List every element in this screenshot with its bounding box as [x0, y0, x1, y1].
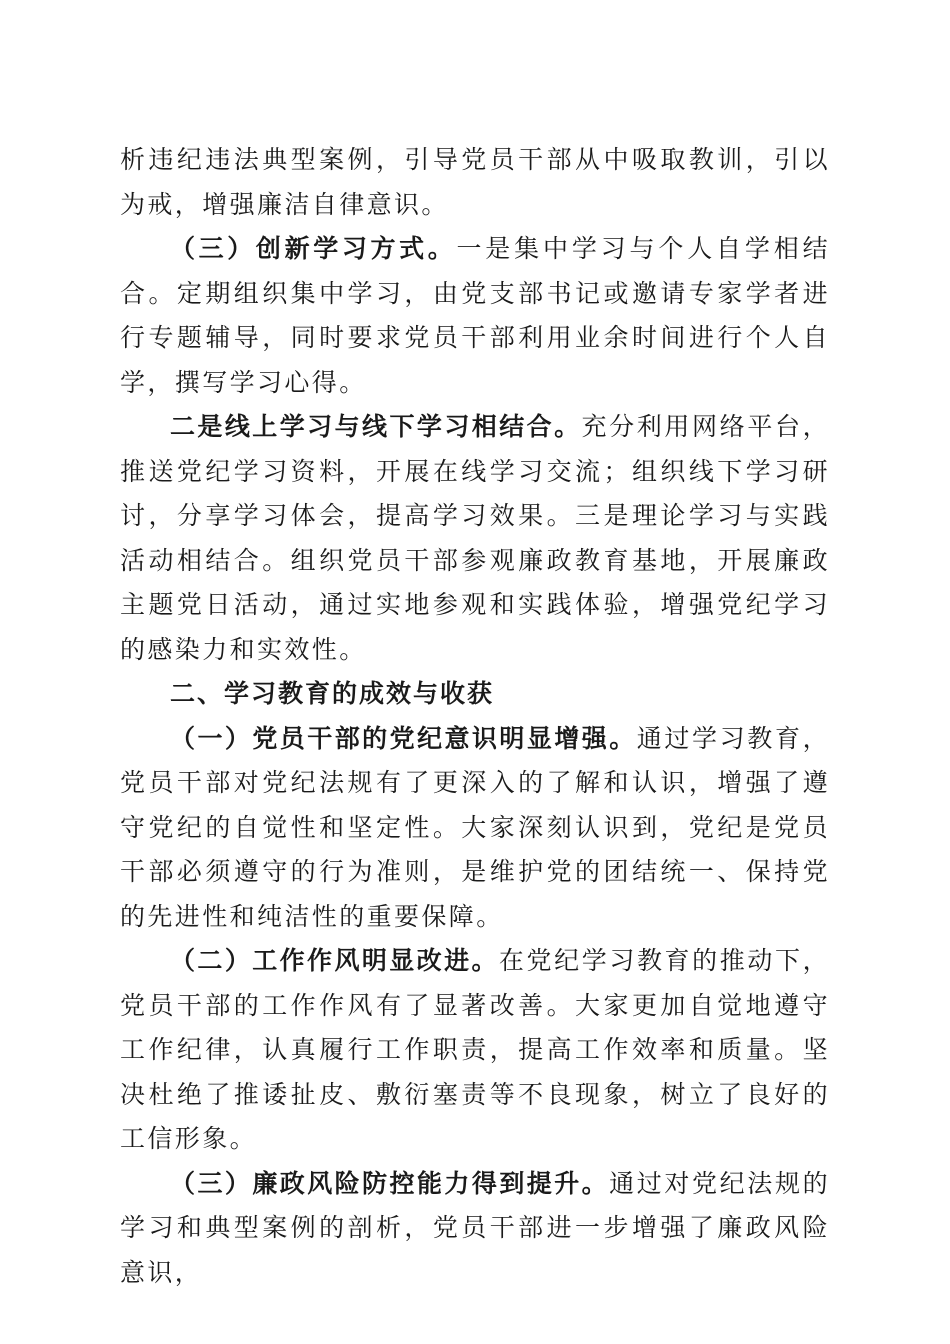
paragraph-text: 在党纪学习教育的推动下，党员干部的工作作风有了显著改善。大家更加自觉地遵守工作纪律，认真履行工作职责，提高工作效率和质量。坚决杜绝了推诿扯皮、敷衍塞责等不良现象，树立了良好的工信形象。	[120, 946, 830, 1153]
paragraph-text: 析违纪违法典型案例，引导党员干部从中吸取教训，引以为戒，增强廉洁自律意识。	[120, 145, 830, 219]
paragraph-continuation	[120, 138, 830, 227]
paragraph-work-style	[120, 939, 830, 1162]
paragraph-risk-control	[120, 1162, 830, 1296]
paragraph-discipline-awareness	[120, 717, 830, 940]
section-heading-results: 二、学习教育的成效与收获	[170, 679, 495, 708]
paragraph-text: 充分利用网络平台，推送党纪学习资料，开展在线学习交流；组织线下学习研讨，分享学习体会，提高学习效果。三是理论学习与实践活动相结合。组织党员干部参观廉政教育基地，开展廉政主题党日活动，通过实地参观和实践体验，增强党纪学习的感染力和实效性。	[120, 412, 830, 664]
paragraph-online-offline-learning	[120, 405, 830, 672]
document-body	[120, 138, 830, 1295]
paragraph-text: 一是集中学习与个人自学相结合。定期组织集中学习，由党支部书记或邀请专家学者进行专题辅导，同时要求党员干部利用业余时间进行个人自学，撰写学习心得。	[120, 234, 830, 397]
paragraph-innovate-learning-methods	[120, 227, 830, 405]
paragraph-lead: （一）党员干部的党纪意识明显增强。	[170, 723, 637, 753]
paragraph-text: 通过对党纪法规的学习和典型案例的剖析，党员干部进一步增强了廉政风险意识，	[120, 1168, 830, 1287]
paragraph-text: 通过学习教育，党员干部对党纪法规有了更深入的了解和认识，增强了遵守党纪的自觉性和坚定性。大家深刻认识到，党纪是党员干部必须遵守的行为准则，是维护党的团结统一、保持党的先进性和纯洁性的重要保障。	[120, 723, 830, 931]
paragraph-lead: 二是线上学习与线下学习相结合。	[170, 412, 582, 441]
paragraph-lead: （三）廉政风险防控能力得到提升。	[170, 1168, 610, 1198]
paragraph-lead: （三）创新学习方式。	[170, 234, 457, 263]
paragraph-lead: （二）工作作风明显改进。	[170, 946, 499, 975]
